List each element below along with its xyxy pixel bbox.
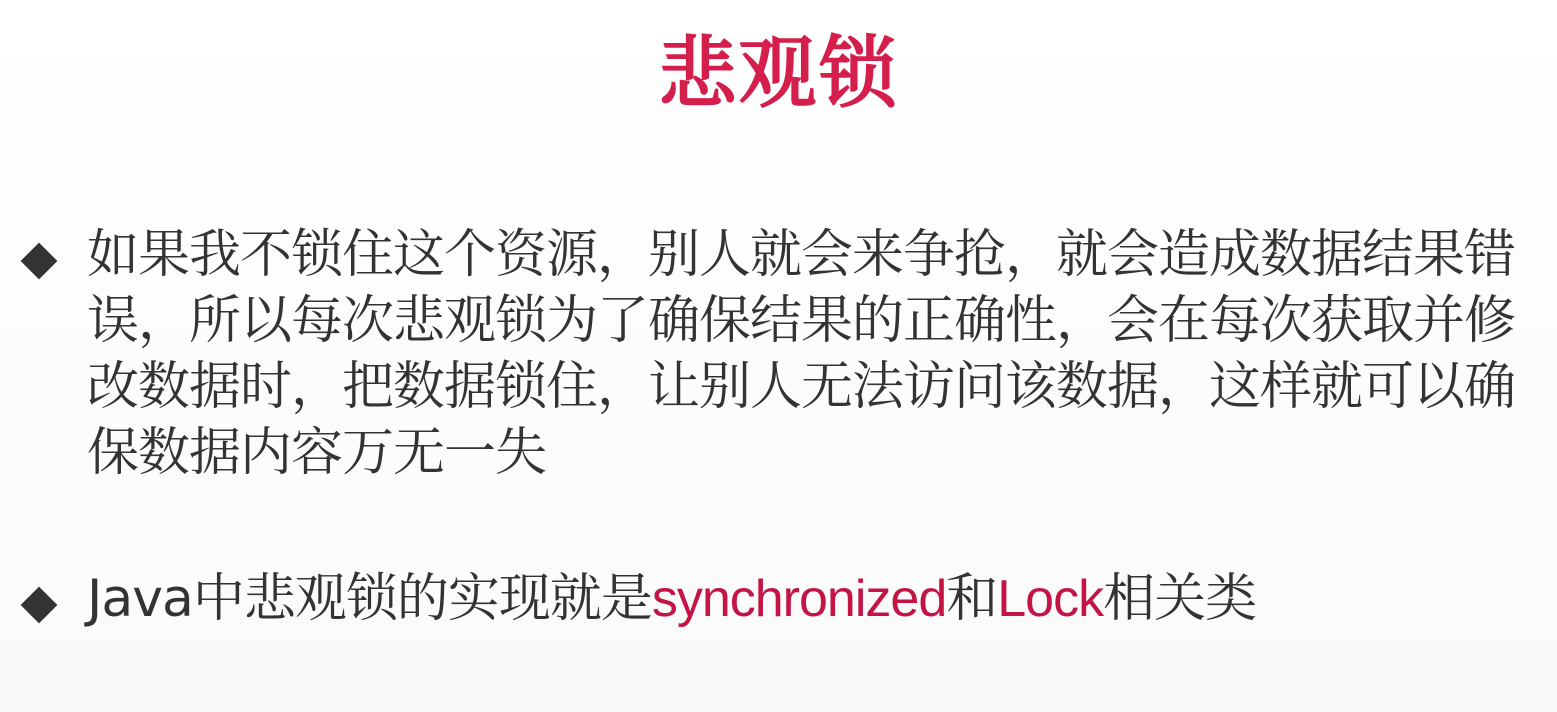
bullet-text bbox=[87, 566, 1550, 632]
bullet-text-middle: 和 bbox=[946, 569, 998, 629]
keyword-lock: Lock bbox=[997, 570, 1104, 628]
bullet-text-suffix: 相关类 bbox=[1103, 569, 1257, 629]
diamond-bullet-icon bbox=[21, 587, 58, 624]
page-title: 悲观锁 bbox=[658, 29, 899, 119]
diamond-bullet-icon bbox=[21, 243, 58, 280]
bullet-text-prefix: Java中悲观锁的实现就是 bbox=[87, 569, 652, 629]
bullet-text: 如果我不锁住这个资源，别人就会来争抢，就会造成数据结果错误，所以每次悲观锁为了确保结果的正确性，会在每次获取并修改数据时，把数据锁住，让别人无法访问该数据，这样就可以确保数据内容万无一失 bbox=[87, 225, 1516, 483]
keyword-synchronized: synchronized bbox=[651, 570, 947, 628]
